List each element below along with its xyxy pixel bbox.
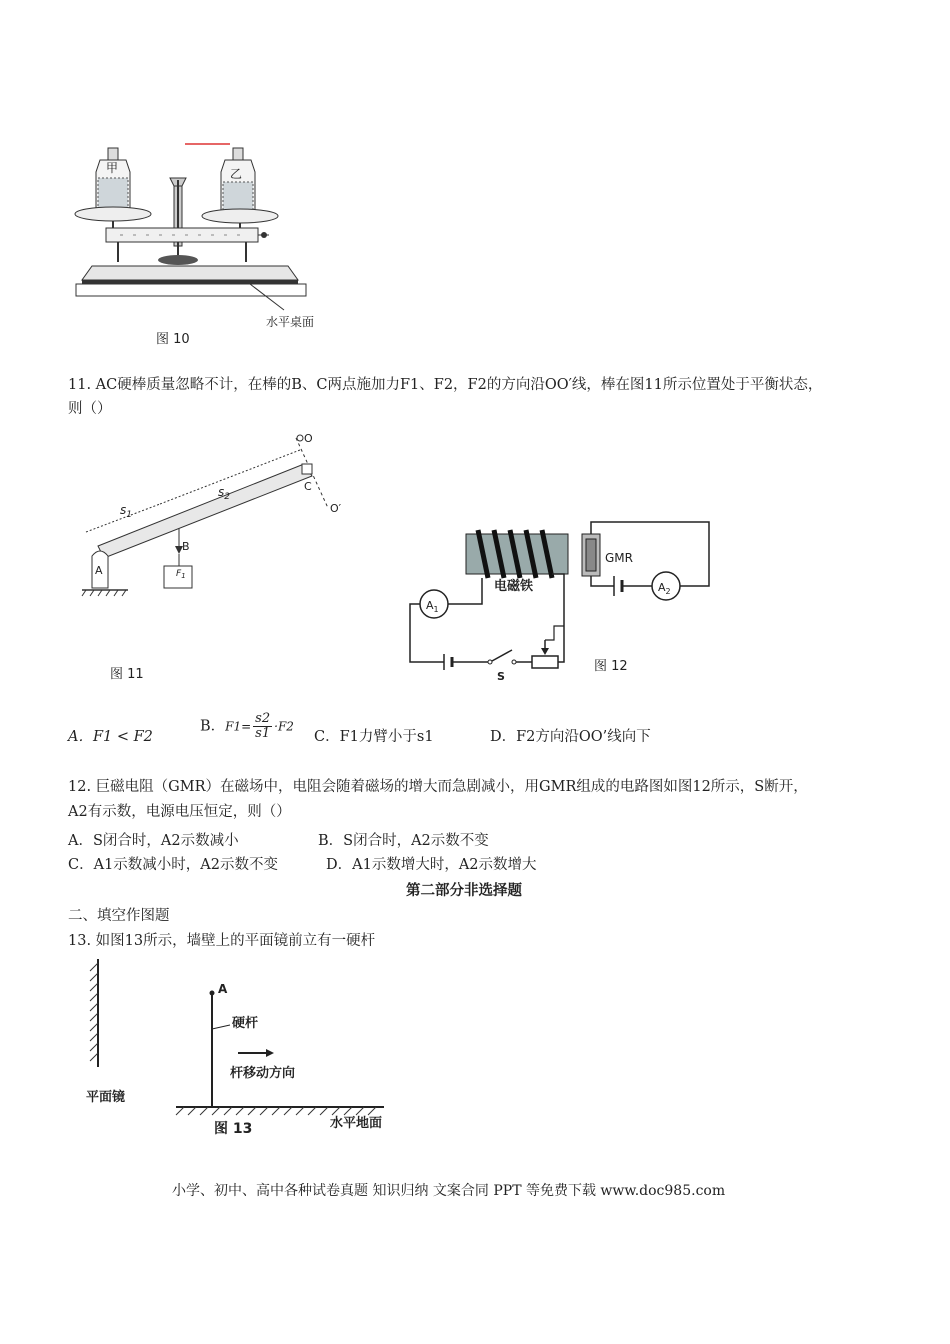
label-o-bottom: O′: [330, 502, 342, 515]
label-o-top: O: [304, 432, 313, 445]
label-jia: 甲: [106, 161, 119, 175]
desk-label: 水平桌面: [266, 315, 315, 329]
figure-11-lever: [78, 428, 368, 688]
label-c: C: [304, 480, 312, 493]
q12-option-d: D．A1示数增大时，A2示数增大: [326, 857, 537, 873]
figure-12-caption: 图 12: [594, 659, 628, 674]
q13-stem: 13. 如图13所示，墙壁上的平面镜前立有一硬杆: [68, 933, 376, 949]
figure-12-circuit: [404, 514, 719, 684]
q11-option-d: D．F2方向沿OO’线向下: [490, 729, 651, 745]
q11-stem-line2: 则（）: [68, 401, 112, 417]
q12-option-b: B．S闭合时，A2示数不变: [318, 833, 489, 849]
q11-option-b-denominator: s1: [255, 726, 271, 741]
q11-option-b-numerator: s2: [255, 711, 271, 726]
q12-stem-line1: 12. 巨磁电阻（GMR）在磁场中，电阻会随着磁场的增大而急剧减小，用GMR组成的电路图如图12所示，S断开，: [68, 779, 808, 795]
gmr-label: GMR: [605, 551, 633, 565]
q11-option-b-lhs: F1=: [225, 719, 252, 734]
label-yi: 乙: [230, 167, 243, 181]
label-s2: $s_2$: [218, 485, 230, 502]
q11-option-b-prefix: B．: [200, 718, 226, 735]
rod-label: 硬杆: [232, 1016, 259, 1031]
figure-13-caption: 图 13: [214, 1121, 253, 1137]
section-title: 二、填空作图题: [68, 908, 170, 924]
label-f1: $F_1$: [176, 569, 186, 580]
label-b: B: [182, 540, 190, 553]
footer-text: 小学、初中、高中各种试卷真题 知识归纳 文案合同 PPT 等免费下载 www.doc985.com: [172, 1183, 726, 1199]
q12-option-a: A．S闭合时，A2示数减小: [68, 833, 239, 849]
bottle-jia: [96, 148, 130, 210]
q11-option-b: [200, 712, 294, 741]
figure-10-caption: 图 10: [156, 332, 190, 347]
q12-stem-line2: A2有示数，电源电压恒定，则（）: [68, 804, 291, 820]
q12-option-c: C．A1示数减小时，A2示数不变: [68, 857, 278, 873]
figure-11-caption: 图 11: [110, 667, 144, 682]
q11-option-c: C．F1力臂小于s1: [314, 729, 434, 745]
ammeter-a1: $A_1$: [426, 599, 439, 614]
bottle-yi: [221, 148, 255, 214]
figure-10-balance: [70, 138, 370, 353]
q11-option-b-rhs: ·F2: [274, 719, 294, 734]
ammeter-a2: $A_2$: [658, 581, 671, 596]
label-a: A: [95, 564, 103, 577]
part-two-title: 第二部分非选择题: [406, 882, 522, 899]
electromagnet-label: 电磁铁: [494, 579, 534, 594]
switch-label: S: [497, 670, 505, 683]
mirror-label: 平面镜: [86, 1090, 126, 1105]
q11-option-a: A．F1 < F2: [68, 729, 153, 745]
label-s1: $s_1$: [120, 503, 132, 520]
q11-stem-line1: 11. AC硬棒质量忽略不计，在棒的B、C两点施加力F1、F2，F2的方向沿OO′线，棒在图11所示位置处于平衡状态，: [68, 377, 823, 393]
figure-13-mirror-rod: [80, 955, 410, 1145]
ground-label: 水平地面: [330, 1116, 383, 1131]
direction-label: 杆移动方向: [230, 1066, 296, 1081]
label-a: A: [218, 982, 228, 996]
